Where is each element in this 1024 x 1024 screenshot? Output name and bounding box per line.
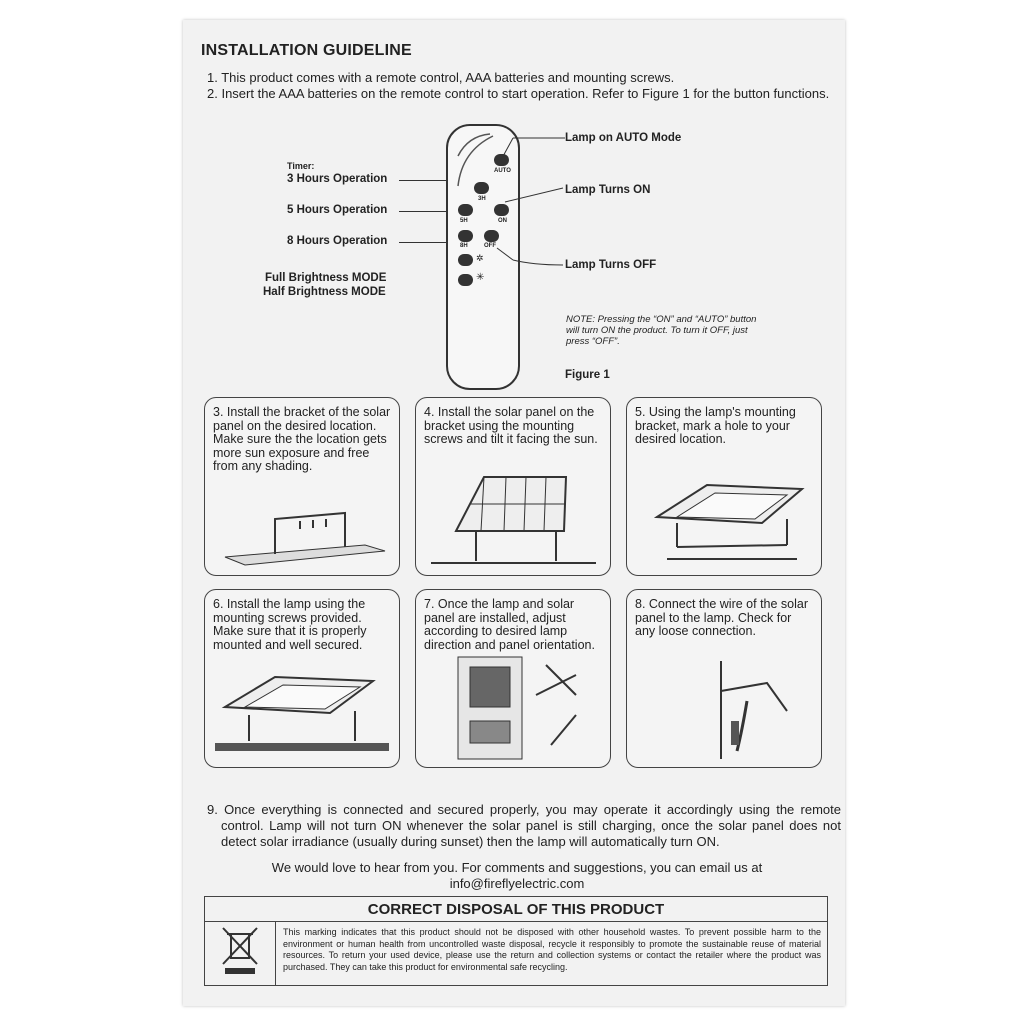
disposal-title: CORRECT DISPOSAL OF THIS PRODUCT [367,901,665,918]
step-7-panel [415,589,611,768]
label-half-brightness: Half Brightness MODE [263,286,386,298]
step-7-text: 7. Once the lamp and solar panel are installed, adjust according to desired lamp direction and panel orientation. [424,597,595,652]
label-auto-mode: Lamp on AUTO Mode [565,132,682,144]
full-brightness-icon: ✲ [476,253,484,263]
step-4-panel [415,397,611,576]
disposal-box [204,896,828,986]
3h-button-label: 3H [478,196,486,202]
label-3h: 3 Hours Operation [287,173,388,185]
step-6-text: 6. Install the lamp using the mounting screws provided. Make sure that it is properly mounted and well secured. [213,597,367,652]
right-pointer-lines [483,130,573,280]
crossed-bin-icon [205,922,275,984]
step-6-panel [204,589,400,768]
intro-item-2: 2. Insert the AAA batteries on the remote control to start operation. Refer to Figure 1 for the button functions. [207,86,830,101]
page-title: INSTALLATION GUIDELINE [201,42,412,59]
off-button-label: OFF [484,243,496,249]
pointer-line [399,242,451,243]
step-8-text: 8. Connect the wire of the solar panel to the lamp. Check for any loose connection. [635,597,809,638]
orientation-illustration [426,655,600,761]
instruction-sheet [183,20,845,1006]
timer-label: Timer: [287,161,315,171]
5h-button-label: 5H [460,218,468,224]
step-3-text: 3. Install the bracket of the solar panel on the desired location. Make sure the the location gets more sun exposure and free from any shading. [213,405,391,473]
step-4-text: 4. Install the solar panel on the bracket using the mounting screws and tilt it facing the sun. [424,405,598,446]
contact-email[interactable]: info@fireflyelectric.com [449,876,585,891]
auto-button-label: AUTO [494,168,511,174]
disposal-text: This marking indicates that this product should not be disposed with other household wastes. To prevent possible harm to the environment or human health from uncontrolled waste disposal, recycle it responsibly to promote the sustainable reuse of material resources. To return your used device, please use the return and collection systems or contact the retailer where the product was purchased. They can take this product for environmental safe recycling. [283,927,821,972]
lamp-mounting-illustration [215,671,389,761]
half-brightness-button[interactable] [458,274,473,286]
lamp-marking-illustration [637,479,811,569]
half-brightness-icon: ✳ [476,272,485,283]
wire-connection-illustration [637,661,811,761]
figure-note: NOTE: Pressing the “ON” and “AUTO” button will turn ON the product. To turn it OFF, just press “OFF”. [566,314,757,347]
contact-text: We would love to hear from you. For comments and suggestions, you can email us at [271,860,763,875]
label-full-brightness: Full Brightness MODE [265,272,387,284]
solar-panel-illustration [426,469,600,569]
step-5-panel [626,397,822,576]
8h-button-label: 8H [460,243,468,249]
label-8h: 8 Hours Operation [287,235,388,247]
on-button-label: ON [498,218,507,224]
label-5h: 5 Hours Operation [287,204,388,216]
disposal-icon-box [205,922,276,985]
step-8-panel [626,589,822,768]
8h-button[interactable] [458,230,473,242]
label-turns-off: Lamp Turns OFF [565,259,657,271]
label-turns-on: Lamp Turns ON [565,184,651,196]
intro-item-1: 1. This product comes with a remote control, AAA batteries and mounting screws. [207,70,675,85]
step-5-text: 5. Using the lamp's mounting bracket, mark a hole to your desired location. [635,405,796,446]
disposal-divider [205,921,827,922]
step-9-text: 9. Once everything is connected and secured properly, you may operate it accordingly using the remote control. Lamp will not turn ON whenever the solar panel is still charging, once the solar panel does not detect solar irradiance (usually during sunset) then the lamp will automatically turn ON. [207,802,841,849]
figure-caption: Figure 1 [565,369,610,381]
bracket-illustration [215,499,389,569]
step-3-panel [204,397,400,576]
full-brightness-button[interactable] [458,254,473,266]
5h-button[interactable] [458,204,473,216]
